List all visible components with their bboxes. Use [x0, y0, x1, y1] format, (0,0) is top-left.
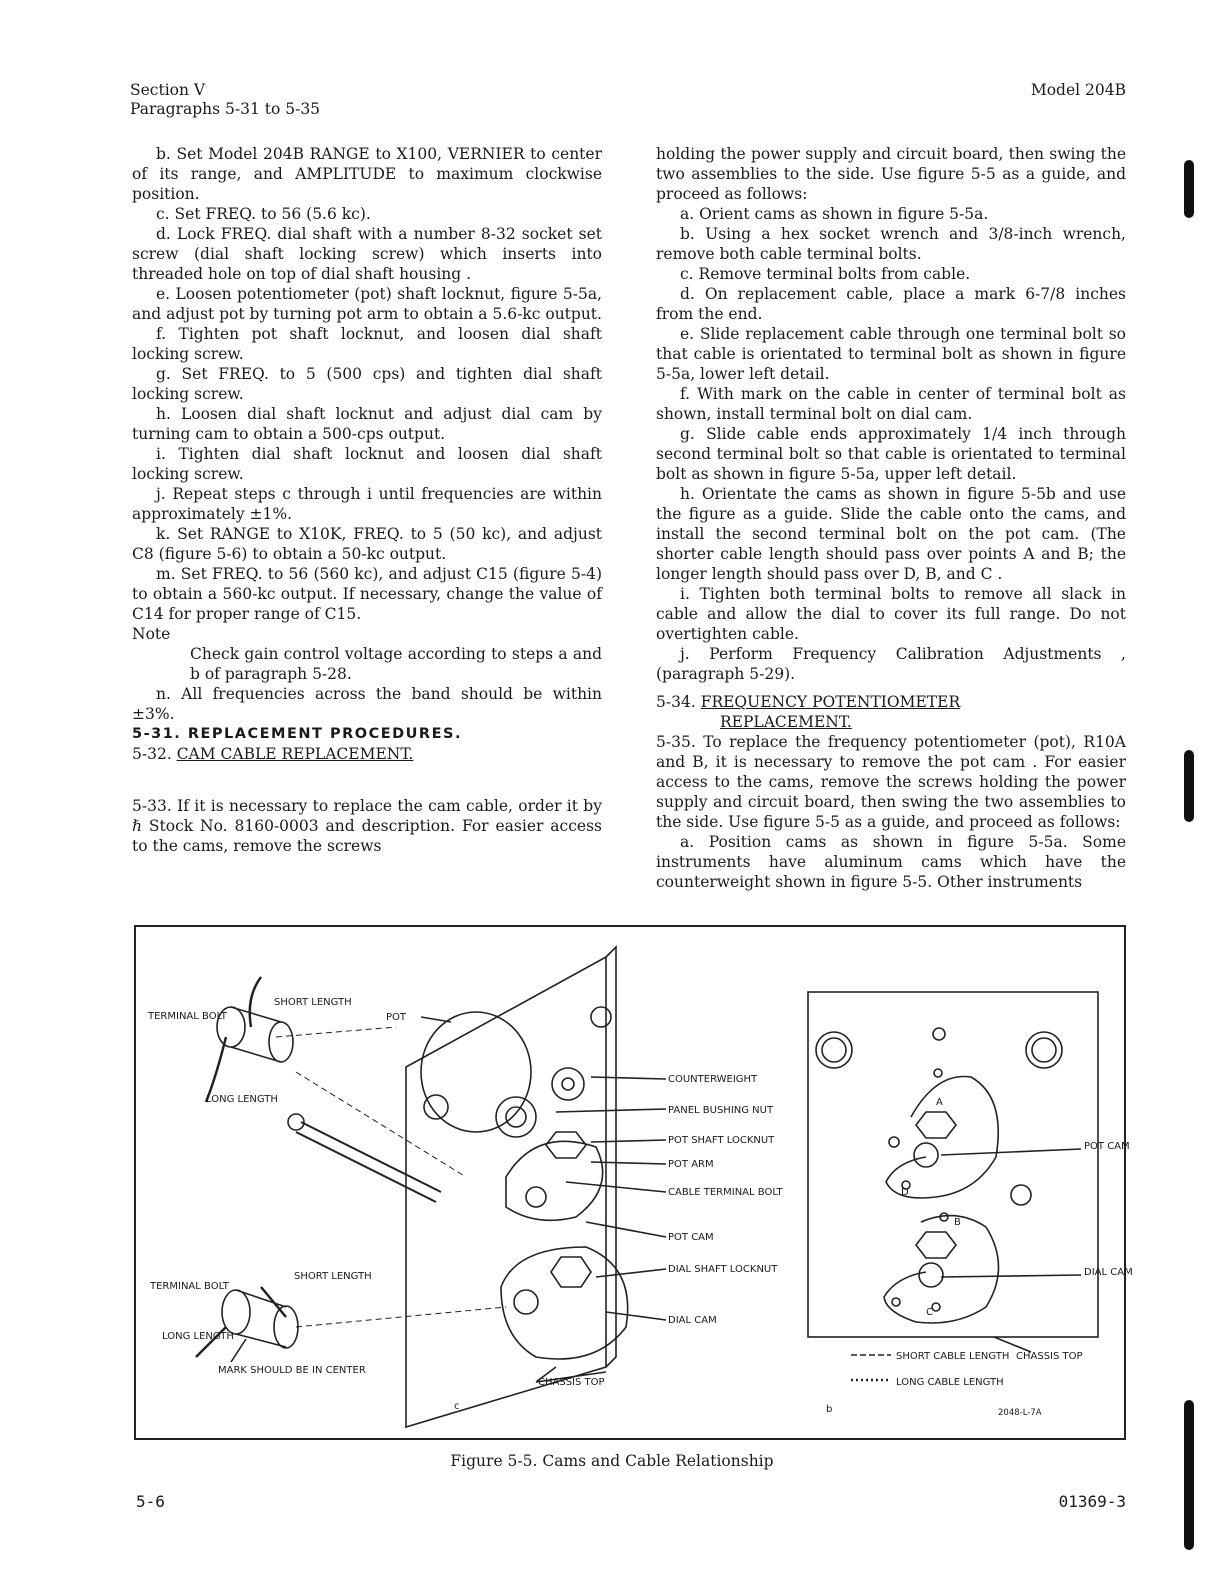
step-e: e. Loosen potentiometer (pot) shaft locknut, figure 5-5a, and adjust pot by turning pot arm to obtain a 5.6-kc output. — [132, 285, 602, 323]
step-f: f. Tighten pot shaft locknut, and loosen dial shaft locking screw. — [132, 325, 602, 363]
label-cable-terminal-bolt: CABLE TERMINAL BOLT — [668, 1187, 783, 1198]
figure-caption: Figure 5-5. Cams and Cable Relationship — [450, 1452, 774, 1470]
step-k: k. Set RANGE to X10K, FREQ. to 5 (50 kc), and adjust C8 (figure 5-6) to obtain a 50-kc output. — [132, 525, 602, 563]
heading-5-34-title-line1: FREQUENCY POTENTIOMETER — [700, 693, 961, 711]
label-dial-cam: DIAL CAM — [668, 1315, 717, 1326]
label-long-length-bottom: LONG LENGTH — [162, 1331, 234, 1342]
model-label: Model 204B — [1030, 81, 1126, 99]
right-column — [656, 144, 1126, 892]
scan-edge-mark — [1184, 1400, 1194, 1550]
step-i: i. Tighten both terminal bolts to remove all slack in cable and allow the dial to cover its full range. Do not overtighten cable. — [656, 585, 1126, 643]
label-short-cable: SHORT CABLE LENGTH — [896, 1351, 1010, 1362]
step-a-position: a. Position cams as shown in figure 5-5a. Some instruments have aluminum cams which have the counterweight shown in figure 5-5. Other instruments — [656, 833, 1126, 891]
step-j: j. Perform Frequency Calibration Adjustments , (paragraph 5-29). — [656, 645, 1126, 683]
label-pot-cam: POT CAM — [668, 1232, 714, 1243]
label-short-length-top: SHORT LENGTH — [274, 997, 352, 1008]
label-pot: POT — [386, 1012, 407, 1023]
heading-5-32 — [132, 744, 602, 764]
step-d: d. Lock FREQ. dial shaft with a number 8-32 socket set screw (dial shaft locking screw) which inserts into threaded hole on top of dial shaft housing . — [132, 225, 602, 283]
step-i: i. Tighten dial shaft locknut and loosen dial shaft locking screw. — [132, 445, 602, 483]
label-pot-shaft-locknut: POT SHAFT LOCKNUT — [668, 1135, 775, 1146]
step-g: g. Slide cable ends approximately 1/4 inch through second terminal bolt so that cable is orientated to terminal bolt as shown in figure 5-5a, upper left detail. — [656, 425, 1126, 483]
label-point-b: B — [954, 1217, 961, 1228]
left-column — [132, 144, 602, 856]
label-terminal-bolt-top: TERMINAL BOLT — [148, 1011, 227, 1022]
label-mark-center: MARK SHOULD BE IN CENTER — [218, 1365, 366, 1376]
dial-shaft-locknut — [551, 1257, 591, 1287]
heading-5-32-title: CAM CABLE REPLACEMENT. — [176, 745, 414, 763]
step-j: j. Repeat steps c through i until frequencies are within approximately ±1%. — [132, 485, 602, 523]
figure-5-5 — [134, 925, 1133, 1440]
heading-5-34 — [656, 692, 1126, 712]
label-short-length-bottom: SHORT LENGTH — [294, 1271, 372, 1282]
step-m: m. Set FREQ. to 56 (560 kc), and adjust C15 (figure 5-4) to obtain a 560-kc output. If necessary, change the value of C14 for proper range of C15. — [132, 565, 602, 623]
heading-5-34-title-line2: REPLACEMENT. — [720, 713, 852, 731]
heading-5-34-line2 — [656, 712, 1126, 732]
cams-cable-diagram — [136, 927, 1133, 1438]
heading-5-34-number: 5-34. — [656, 693, 696, 711]
step-c: c. Set FREQ. to 56 (5.6 kc). — [156, 205, 371, 223]
label-long-cable: LONG CABLE LENGTH — [896, 1377, 1004, 1388]
step-h: h. Orientate the cams as shown in figure 5-5b and use the figure as a guide. Slide the cable onto the cams, and install the second terminal bolt on the pot cam. (The shorter cable length should pass over points A and B; the longer length should pass over D, B, and C . — [656, 485, 1126, 583]
scan-edge-mark — [1184, 160, 1194, 218]
step-a: a. Orient cams as shown in figure 5-5a. — [680, 205, 989, 223]
step-f: f. With mark on the cable in center of terminal bolt as shown, install terminal bolt on dial cam. — [656, 385, 1126, 423]
step-b: b. Using a hex socket wrench and 3/8-inch wrench, remove both cable terminal bolts. — [656, 225, 1126, 263]
label-panel-bushing-nut: PANEL BUSHING NUT — [668, 1105, 774, 1116]
note-title: Note — [132, 625, 171, 643]
heading-5-32-number: 5-32. — [132, 745, 172, 763]
note-body: Check gain control voltage according to steps a and b of paragraph 5-28. — [190, 645, 602, 683]
label-point-c: C — [926, 1307, 933, 1318]
step-b: b. Set Model 204B RANGE to X100, VERNIER to center of its range, and AMPLITUDE to maximum clockwise position. — [132, 145, 602, 203]
step-g: g. Set FREQ. to 5 (500 cps) and tighten dial shaft locking screw. — [132, 365, 602, 403]
label-panel-b-letter: b — [826, 1404, 833, 1415]
paragraph-range: Paragraphs 5-31 to 5-35 — [130, 100, 321, 118]
panel-bushing-nut — [496, 1097, 536, 1137]
heading-5-31: 5-31. REPLACEMENT PROCEDURES. — [132, 726, 462, 742]
label-panel-a-letter: c — [454, 1401, 460, 1412]
label-pot-cam-b: POT CAM — [1084, 1141, 1130, 1152]
pot-cam-shape — [506, 1141, 603, 1220]
label-chassis-top-b: CHASSIS TOP — [1016, 1351, 1083, 1362]
scan-edge-mark — [1184, 750, 1194, 822]
step-n: n. All frequencies across the band should be within ±3%. — [132, 685, 602, 723]
step-c: c. Remove terminal bolts from cable. — [680, 265, 971, 283]
label-counterweight: COUNTERWEIGHT — [668, 1074, 758, 1085]
paragraph-5-35: 5-35. To replace the frequency potentiometer (pot), R10A and B, it is necessary to remove the pot cam . For easier access to the cams, remove the screws holding the power supply and circuit board, then swing the two assemblies to the side. Use figure 5-5 as a guide, and proceed as follows: — [656, 733, 1126, 831]
label-terminal-bolt-bottom: TERMINAL BOLT — [150, 1281, 229, 1292]
continued-text: holding the power supply and circuit board, then swing the two assemblies to the side. Use figure 5-5 as a guide, and proceed as follows: — [656, 145, 1126, 203]
label-chassis-top-a: CHASSIS TOP — [538, 1377, 605, 1388]
label-dial-shaft-locknut: DIAL SHAFT LOCKNUT — [668, 1264, 778, 1275]
label-pot-arm: POT ARM — [668, 1159, 714, 1170]
label-point-a: A — [936, 1097, 943, 1108]
step-d: d. On replacement cable, place a mark 6-7/8 inches from the end. — [656, 285, 1126, 323]
document-number: 01369-3 — [1058, 1492, 1126, 1511]
step-e: e. Slide replacement cable through one terminal bolt so that cable is orientated to terminal bolt as shown in figure 5-5a, lower left detail. — [656, 325, 1126, 383]
counterweight — [552, 1068, 584, 1100]
label-drawing-number: 2048-L-7A — [998, 1408, 1042, 1418]
label-point-d: D — [901, 1187, 909, 1198]
page-number: 5-6 — [136, 1492, 165, 1511]
label-long-length-top: LONG LENGTH — [206, 1094, 278, 1105]
pot-body — [421, 1012, 531, 1132]
paragraph-5-33: 5-33. If it is necessary to replace the cam cable, order it by ℏ Stock No. 8160-0003 and description. For easier access to the cams, remove the screws — [132, 797, 602, 855]
label-dial-cam-b: DIAL CAM — [1084, 1267, 1133, 1278]
section-label: Section V — [130, 81, 206, 99]
step-h: h. Loosen dial shaft locknut and adjust dial cam by turning cam to obtain a 500-cps output. — [132, 405, 602, 443]
dial-cam-shape — [501, 1247, 628, 1359]
pot-shaft-locknut — [546, 1132, 586, 1158]
